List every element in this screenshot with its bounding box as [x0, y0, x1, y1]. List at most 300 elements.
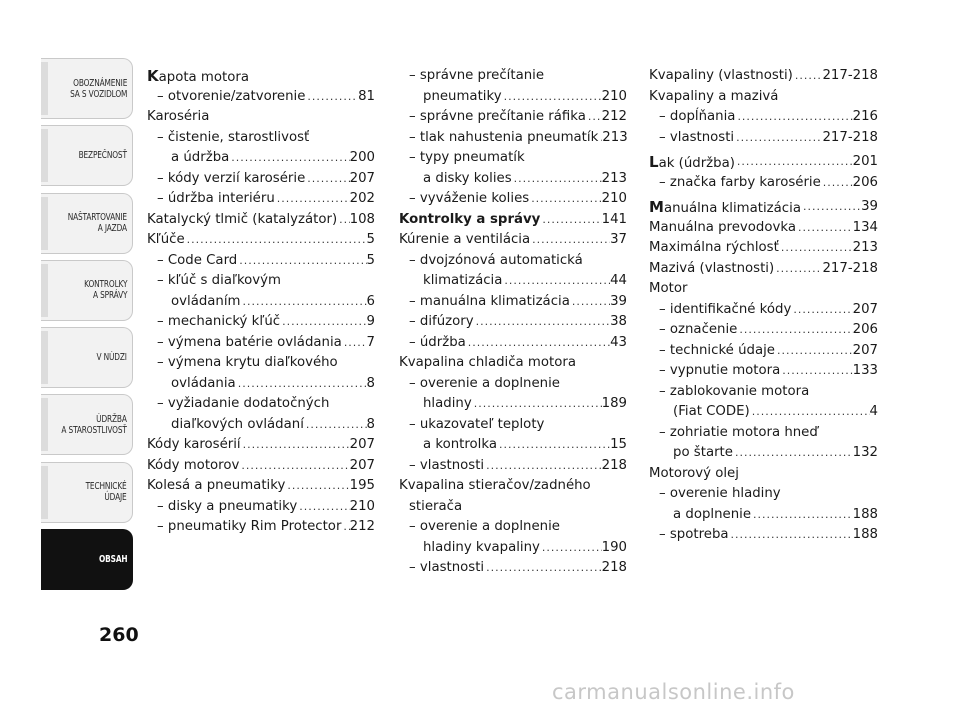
- index-entry-text: [409, 312, 474, 333]
- index-entry-label: – správne prečítanie ráfika: [409, 109, 586, 124]
- index-entry-label: – tlak nahustenia pneumatík: [409, 129, 599, 145]
- index-entry: [399, 435, 627, 456]
- index-entry-label: Kolesá a pneumatiky: [147, 478, 286, 493]
- index-entry-text: [409, 189, 529, 210]
- index-entry-text: [157, 87, 305, 108]
- index-entry: [399, 374, 627, 395]
- index-entry-text: [659, 300, 791, 321]
- index-entry-label: – disky a pneumatiky: [157, 498, 298, 514]
- index-entry: [649, 259, 878, 280]
- index-entry-text: [157, 312, 280, 333]
- index-entry-text: [171, 415, 304, 436]
- index-entry-label: klimatizácia: [423, 273, 503, 288]
- index-entry-page: 188: [852, 506, 878, 522]
- index-entry-text: [409, 148, 525, 169]
- index-entry: [649, 464, 878, 485]
- index-entry: [147, 415, 375, 436]
- dot-leader: [462, 497, 627, 518]
- index-entry-label: – manuálna klimatizácia: [409, 293, 570, 309]
- index-entry-text: [147, 230, 185, 251]
- index-entry-page: 7: [366, 334, 375, 350]
- index-entry-label: – značka farby karosérie: [659, 174, 821, 190]
- index-entry: [399, 292, 627, 313]
- index-entry: [649, 320, 878, 341]
- index-entry-text: [399, 476, 591, 497]
- index-entry-page: 218: [601, 457, 627, 473]
- index-entry: [649, 505, 878, 526]
- index-entry: [147, 312, 375, 333]
- section-tab[interactable]: [41, 260, 133, 321]
- dot-leader: [733, 443, 853, 464]
- index-entry-label: – zablokovanie motora: [659, 383, 810, 399]
- index-entry-label: anuálna klimatizácia: [663, 201, 801, 216]
- section-tab-label: BEZPEČNOSŤ: [78, 150, 127, 162]
- index-entry-label: Kľúče: [147, 232, 185, 247]
- index-entry-text: [673, 505, 751, 526]
- index-entry-text: [409, 497, 462, 518]
- dot-leader: [304, 415, 367, 436]
- index-entry-page: 217-218: [822, 129, 878, 145]
- index-entry-page: 206: [852, 322, 878, 337]
- index-entry: [399, 169, 627, 190]
- dot-leader: [236, 374, 367, 395]
- section-tab[interactable]: [41, 193, 133, 254]
- index-entry-page: 9: [366, 314, 375, 329]
- dot-leader: [342, 333, 367, 354]
- index-entry-page: 39: [610, 293, 627, 309]
- index-entry-page: 15: [610, 437, 627, 452]
- index-entry-text: [659, 107, 735, 128]
- index-entry-page: 81: [358, 88, 375, 104]
- index-entry-page: 207: [852, 342, 878, 358]
- dot-leader: [737, 320, 852, 341]
- index-entry-page: 37: [610, 232, 627, 247]
- dot-leader: [791, 300, 852, 321]
- index-entry-label: – údržba: [409, 334, 466, 350]
- index-entry: [399, 312, 627, 333]
- index-entry-text: [409, 292, 570, 313]
- dot-leader: [466, 333, 610, 354]
- index-entry: [399, 107, 627, 128]
- dot-leader: [249, 66, 375, 87]
- index-letter: K: [147, 67, 159, 85]
- index-entry-page: 39: [861, 199, 878, 214]
- index-entry-label: a disky kolies: [423, 170, 512, 186]
- dot-leader: [735, 152, 853, 173]
- index-entry: [649, 238, 878, 259]
- index-entry-label: Katalycký tlmič (katalyzátor): [147, 211, 338, 227]
- dot-leader: [586, 107, 602, 128]
- dot-leader: [591, 476, 627, 497]
- index-entry-label: Motor: [649, 281, 688, 296]
- index-entry: [399, 517, 627, 538]
- index-entry-text: [659, 320, 737, 341]
- index-entry-label: – technické údaje: [659, 342, 775, 358]
- index-entry-text: [171, 374, 236, 395]
- index-entry-text: [409, 333, 466, 354]
- index-entry-text: [147, 210, 337, 231]
- dot-leader: [275, 189, 350, 210]
- index-entry: [399, 66, 627, 87]
- dot-leader: [781, 484, 878, 505]
- index-entry-label: – overenie a doplnenie: [409, 519, 560, 534]
- index-entry-text: [409, 517, 560, 538]
- index-entry-text: [157, 128, 309, 149]
- section-tab[interactable]: [41, 394, 133, 455]
- dot-leader: [576, 353, 627, 374]
- dot-leader: [502, 271, 610, 292]
- index-entry: [649, 279, 878, 300]
- index-entry-label: Kvapalina chladiča motora: [399, 355, 576, 370]
- index-entry-label: hladiny kvapaliny: [423, 539, 540, 555]
- index-entry: [147, 107, 375, 128]
- index-entry-page: 201: [852, 154, 878, 169]
- section-tab-label: KONTROLKY A SPRÁVY: [83, 279, 127, 302]
- index-entry: [147, 497, 375, 518]
- index-entry-label: Kúrenie a ventilácia: [399, 232, 531, 247]
- index-entry: [649, 525, 878, 546]
- dot-leader: [729, 525, 853, 546]
- index-entry: [399, 394, 627, 415]
- index-entry-page: 210: [349, 498, 375, 514]
- index-entry-page: 5: [366, 232, 375, 247]
- index-entry: [147, 189, 375, 210]
- index-entry-label: – dopĺňania: [659, 109, 736, 124]
- dot-leader: [544, 66, 627, 87]
- index-entry-label: a kontrolka: [423, 437, 497, 452]
- section-tab-label: NAŠTARTOVANIE A JAZDA: [67, 212, 127, 235]
- index-entry-page: 132: [852, 445, 878, 460]
- section-tab-label: TECHNICKÉ ÚDAJE: [86, 481, 127, 504]
- index-entry: [649, 173, 878, 194]
- dot-leader: [281, 271, 375, 292]
- index-entry-text: [649, 238, 779, 259]
- index-entry-label: – správne prečítanie: [409, 68, 545, 83]
- index-entry-page: 213: [602, 129, 628, 145]
- index-entry-label: Kvapaliny a mazivá: [649, 88, 779, 104]
- dot-leader: [775, 341, 853, 362]
- index-entry: [399, 148, 627, 169]
- dot-leader: [801, 197, 861, 218]
- index-entry-page: 207: [349, 457, 375, 473]
- index-entry: [399, 497, 627, 518]
- index-entry-page: 44: [610, 273, 627, 288]
- index-entry: [399, 333, 627, 354]
- index-entry-label: apota motora: [158, 70, 249, 85]
- index-entry-label: – výmena krytu diaľkového: [157, 355, 338, 370]
- index-entry: [649, 341, 878, 362]
- index-entry-text: [409, 66, 544, 87]
- dot-leader: [687, 279, 878, 300]
- index-entry-text: [171, 292, 241, 313]
- section-tab-label: OBOZNÁMENIE SA S VOZIDLOM: [69, 77, 127, 100]
- index-entry-text: [399, 230, 530, 251]
- index-entry: [147, 435, 375, 456]
- index-entry-page: 212: [601, 109, 627, 124]
- index-entry-label: ovládania: [171, 375, 236, 391]
- index-entry: [147, 456, 375, 477]
- index-entry-label: Kvapaliny (vlastnosti): [649, 68, 793, 83]
- index-entry-text: [423, 538, 540, 559]
- index-entry-page: 190: [601, 539, 627, 555]
- dot-leader: [540, 538, 602, 559]
- index-entry: [649, 66, 878, 87]
- index-entry-page: 207: [349, 437, 375, 452]
- index-entry-label: – zohriatie motora hneď: [659, 424, 818, 440]
- index-entry-text: [409, 251, 583, 272]
- index-entry: [147, 230, 375, 251]
- index-entry: [147, 476, 375, 497]
- index-entry-text: [409, 374, 560, 395]
- index-entry-label: – otvorenie/zatvorenie: [157, 88, 306, 104]
- section-tab[interactable]: [41, 529, 133, 590]
- index-entry-label: – údržba interiéru: [157, 191, 275, 206]
- index-entry-text: [409, 107, 586, 128]
- index-entry: [399, 456, 627, 477]
- index-entry-text: [659, 525, 729, 546]
- index-entry-text: [157, 189, 275, 210]
- index-entry-label: ovládaním: [171, 293, 241, 309]
- index-entry-text: [409, 128, 598, 149]
- dot-leader: [774, 259, 822, 280]
- dot-leader: [530, 230, 610, 251]
- index-entry: [147, 394, 375, 415]
- dot-leader: [793, 66, 823, 87]
- index-entry: [649, 152, 878, 173]
- section-tab[interactable]: [41, 327, 133, 388]
- dot-leader: [796, 218, 853, 239]
- dot-leader: [484, 558, 601, 579]
- dot-leader: [305, 87, 358, 108]
- index-entry-text: [423, 271, 502, 292]
- dot-leader: [484, 456, 601, 477]
- index-entry-text: [423, 87, 502, 108]
- dot-leader: [241, 435, 350, 456]
- dot-leader: [239, 456, 349, 477]
- index-entry-label: Motorový olej: [649, 465, 739, 481]
- section-tab-label: ÚDRŽBA A STAROSTLIVOSŤ: [61, 413, 127, 436]
- index-entry: [399, 189, 627, 210]
- dot-leader: [305, 169, 349, 190]
- index-entry-page: 206: [852, 174, 878, 190]
- dot-leader: [779, 238, 853, 259]
- index-entry-page: 4: [869, 404, 878, 419]
- section-tabs: [41, 58, 133, 596]
- index-entry-page: 218: [601, 560, 627, 575]
- index-entry-label: – ukazovateľ teploty: [409, 416, 545, 432]
- index-entry-label: hladiny: [423, 396, 472, 411]
- index-entry-text: [423, 169, 512, 190]
- index-entry-text: [649, 259, 774, 280]
- index-entry: [649, 361, 878, 382]
- index-column-3: [649, 66, 878, 546]
- index-letter: M: [649, 198, 664, 216]
- index-entry: [147, 271, 375, 292]
- dot-leader: [512, 169, 602, 190]
- index-entry: [147, 87, 375, 108]
- index-entry: [147, 210, 375, 231]
- index-entry-text: [147, 476, 285, 497]
- index-entry: [399, 415, 627, 436]
- index-entry: [399, 230, 627, 251]
- index-entry-page: 5: [366, 252, 375, 268]
- index-entry-label: po štarte: [673, 445, 733, 460]
- index-entry: [147, 66, 375, 87]
- index-entry-label: pneumatiky: [423, 88, 502, 104]
- index-entry: [147, 169, 375, 190]
- dot-leader: [209, 107, 375, 128]
- index-entry-page: 217-218: [822, 260, 878, 276]
- index-entry-label: – pneumatiky Rim Protector: [157, 519, 342, 534]
- index-entry-page: 210: [601, 191, 627, 206]
- index-entry-text: [659, 128, 734, 149]
- index-entry-text: [157, 333, 342, 354]
- dot-leader: [540, 210, 601, 231]
- dot-leader: [778, 87, 878, 108]
- index-entry-page: 141: [601, 211, 627, 227]
- dot-leader: [583, 251, 627, 272]
- dot-leader: [560, 374, 627, 395]
- index-entry-label: a údržba: [171, 150, 230, 165]
- index-column-1: [147, 66, 375, 538]
- watermark: carmanualsonline.info: [552, 680, 795, 704]
- index-entry: [147, 333, 375, 354]
- index-entry-label: – mechanický kľúč: [157, 314, 281, 329]
- index-entry-text: [649, 218, 796, 239]
- index-entry: [649, 443, 878, 464]
- index-entry-label: a doplnenie: [673, 506, 751, 522]
- section-tab-label: V NÚDZI: [96, 352, 127, 364]
- index-entry-text: [409, 456, 484, 477]
- dot-leader: [821, 173, 853, 194]
- index-entry-text: [649, 87, 778, 108]
- index-entry-text: [147, 435, 241, 456]
- index-entry-label: – vlastnosti: [409, 457, 485, 473]
- dot-leader: [329, 394, 375, 415]
- index-entry-label: – difúzory: [409, 314, 474, 329]
- page-number: 260: [99, 624, 139, 646]
- index-entry-label: – vlastnosti: [409, 560, 485, 575]
- index-entry-text: [157, 394, 329, 415]
- index-entry: [147, 517, 375, 538]
- index-entry: [399, 476, 627, 497]
- section-tab[interactable]: [41, 462, 133, 523]
- dot-leader: [229, 148, 349, 169]
- index-entry-label: stierača: [409, 498, 463, 514]
- index-entry-text: [659, 361, 780, 382]
- index-entry: [399, 128, 627, 149]
- index-entry-page: 188: [852, 527, 878, 542]
- index-entry-page: 210: [601, 88, 627, 104]
- index-entry-page: 134: [852, 219, 878, 235]
- index-entry-text: [171, 148, 229, 169]
- index-entry-label: (Fiat CODE): [673, 404, 750, 419]
- dot-leader: [560, 517, 627, 538]
- index-entry-page: 212: [349, 519, 375, 534]
- index-entry-label: Maximálna rýchlosť: [649, 240, 779, 255]
- dot-leader: [280, 312, 366, 333]
- index-entry-label: ak (údržba): [658, 156, 735, 171]
- index-entry-page: 6: [366, 293, 375, 309]
- index-entry-label: Kvapalina stieračov/zadného: [399, 478, 591, 493]
- index-entry: [147, 353, 375, 374]
- index-entry: [649, 484, 878, 505]
- dot-leader: [338, 353, 375, 374]
- index-entry-text: [649, 66, 793, 87]
- index-entry-text: [147, 456, 239, 477]
- index-entry: [147, 251, 375, 272]
- index-entry: [649, 423, 878, 444]
- index-entry-page: 213: [601, 170, 627, 186]
- index-entry-text: [409, 415, 544, 436]
- dot-leader: [544, 415, 627, 436]
- dot-leader: [570, 292, 610, 313]
- dot-leader: [237, 251, 366, 272]
- index-entry-text: [659, 173, 821, 194]
- index-entry: [649, 402, 878, 423]
- dot-leader: [818, 423, 878, 444]
- index-entry: [649, 107, 878, 128]
- dot-leader: [502, 87, 602, 108]
- index-entry-page: 202: [349, 191, 375, 206]
- index-entry-text: [659, 341, 775, 362]
- index-entry-label: – overenie hladiny: [659, 486, 781, 501]
- dot-leader: [309, 128, 375, 149]
- index-entry: [147, 128, 375, 149]
- dot-leader: [185, 230, 367, 251]
- index-entry: [399, 538, 627, 559]
- index-entry-label: – Code Card: [157, 252, 238, 268]
- index-entry-text: [673, 443, 733, 464]
- dot-leader: [241, 292, 367, 313]
- section-tab[interactable]: [41, 58, 133, 119]
- index-letter: L: [649, 153, 659, 171]
- dot-leader: [341, 517, 349, 538]
- index-entry-label: – vyžiadanie dodatočných: [157, 396, 330, 411]
- index-entry-text: [157, 517, 341, 538]
- index-entry-text: [659, 484, 781, 505]
- index-entry-label: Karoséria: [147, 109, 210, 124]
- index-column-2: [399, 66, 627, 579]
- index-entry-text: [423, 394, 472, 415]
- dot-leader: [337, 210, 349, 231]
- index-entry-page: 216: [852, 109, 878, 124]
- index-entry: [147, 148, 375, 169]
- index-entry-label: Mazivá (vlastnosti): [649, 260, 775, 276]
- index-entry-text: [649, 197, 801, 218]
- index-entry-text: [673, 402, 750, 423]
- index-entry-label: – označenie: [659, 322, 738, 337]
- index-entry: [399, 558, 627, 579]
- index-entry-page: 217-218: [822, 68, 878, 83]
- index-entry-label: – vyváženie kolies: [409, 191, 530, 206]
- index-entry-page: 200: [349, 150, 375, 165]
- index-entry-label: – typy pneumatík: [409, 150, 525, 165]
- index-entry: [649, 87, 878, 108]
- index-entry-text: [649, 152, 735, 173]
- dot-leader: [474, 312, 611, 333]
- index-entry-page: 38: [610, 314, 627, 329]
- index-entry-label: – spotreba: [659, 527, 729, 542]
- section-tab[interactable]: [41, 125, 133, 186]
- index-entry-label: – identifikačné kódy: [659, 301, 792, 317]
- index-entry-page: 133: [852, 363, 878, 378]
- index-entry: [649, 300, 878, 321]
- index-entry-page: 189: [601, 396, 627, 411]
- index-entry-page: 108: [349, 211, 375, 227]
- index-entry-text: [399, 210, 540, 231]
- dot-leader: [809, 382, 878, 403]
